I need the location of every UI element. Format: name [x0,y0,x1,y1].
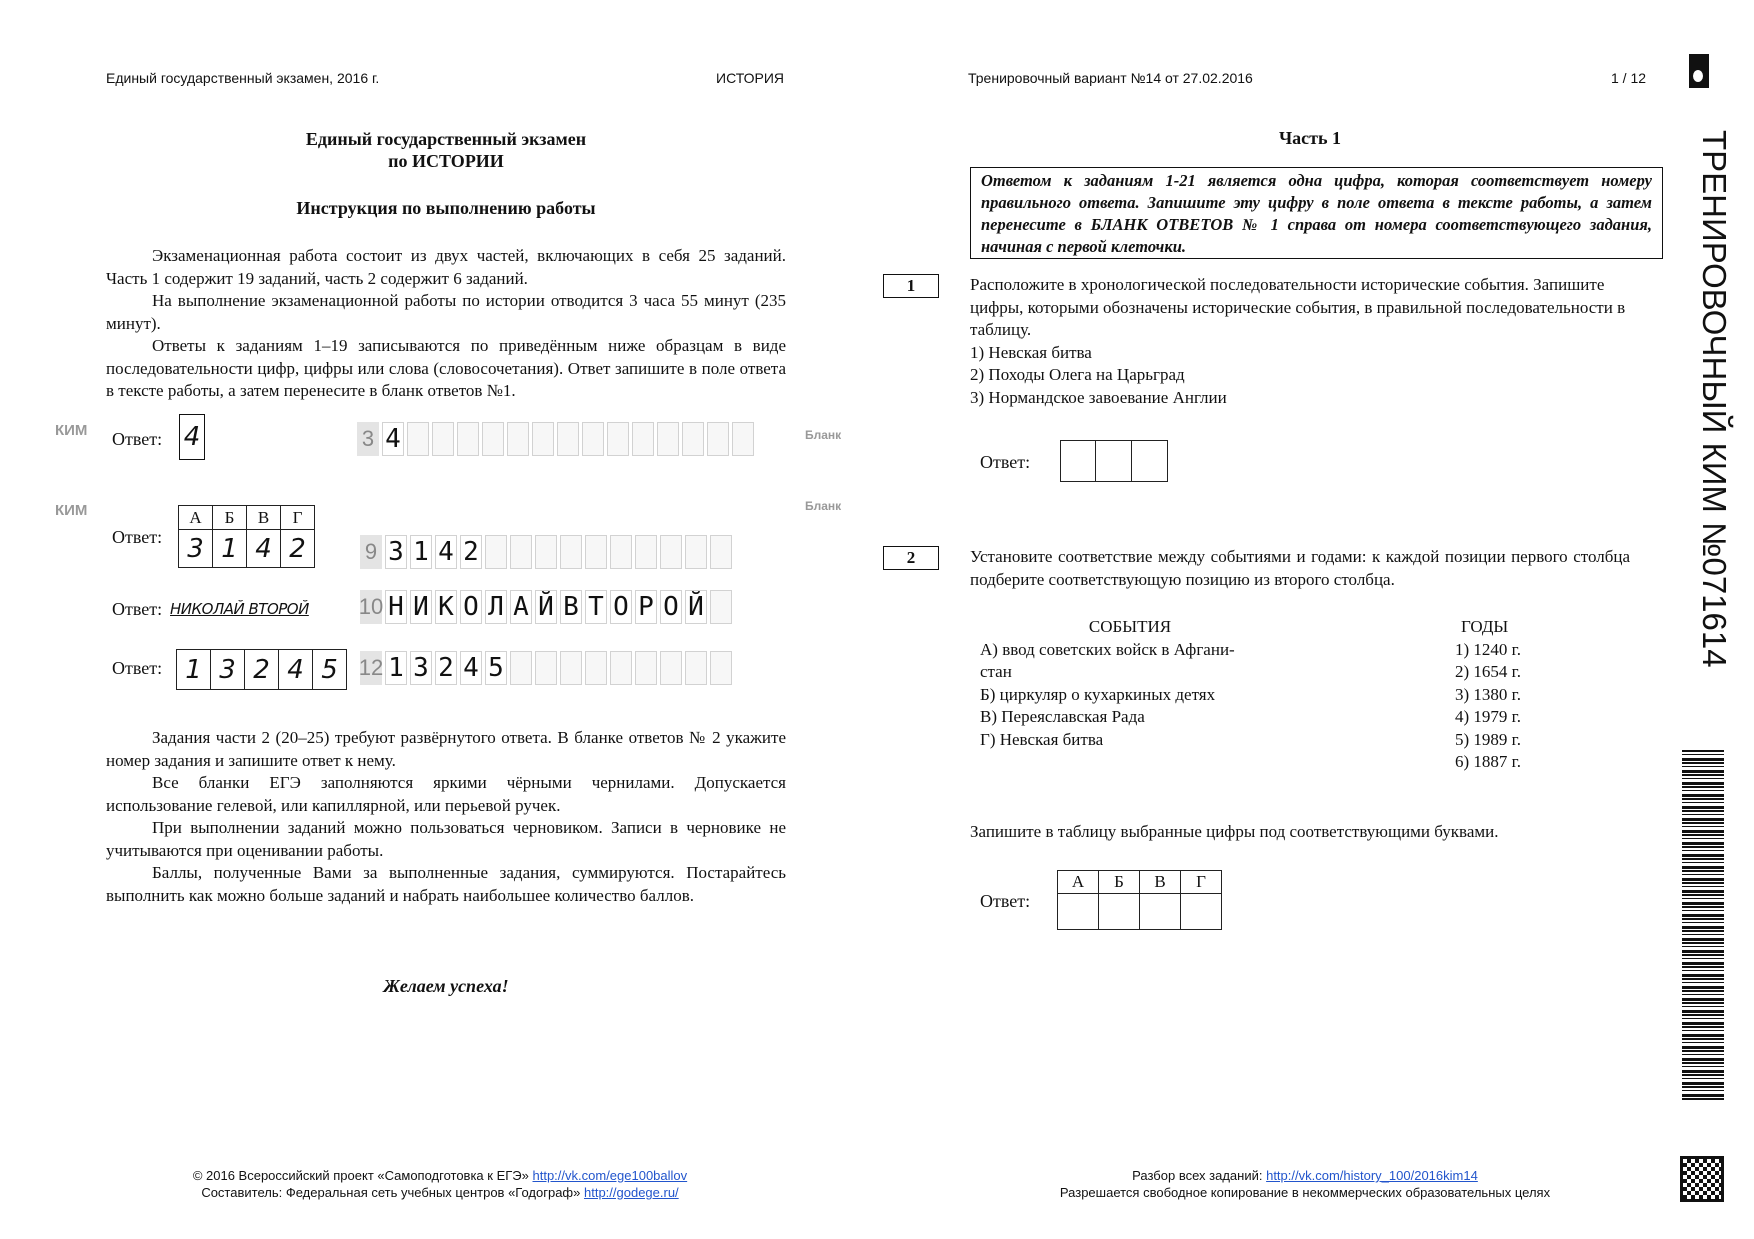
answer-cell[interactable] [1099,894,1140,930]
table-value-cell: 3 [211,650,245,690]
form-cell [585,651,607,685]
form-cell [535,535,557,569]
event-item: Б) циркуляр о кухаркиных детях [980,684,1216,704]
form-cell [485,535,507,569]
table-header-cell: А [1058,871,1099,894]
year-item: 3) 1380 г. [1455,684,1521,704]
table-header-cell: Г [281,506,315,530]
year-item: 2) 1654 г. [1455,662,1521,681]
events-column [980,616,1280,751]
header-center: ИСТОРИЯ [716,70,785,86]
form-cell [632,422,654,456]
form-cell: Л [485,590,507,624]
form-cell: Й [535,590,557,624]
instruction-text [106,245,786,403]
paragraph-2: На выполнение экзаменационной работы по истории отводится 3 часа 55 минут (235 минут). [106,291,786,333]
form-cell: Т [585,590,607,624]
answer-cell[interactable] [1181,894,1222,930]
title-line-1: Единый государственный экзамен [305,129,587,149]
form-cell [707,422,729,456]
form-cell [710,535,732,569]
answer-label: Ответ: [112,429,163,449]
form-cell: 3 [385,535,407,569]
form-cell [585,535,607,569]
answer-cell[interactable] [1058,894,1099,930]
table-value-cell: 2 [281,530,315,568]
form-cell: Н [385,590,407,624]
form-cell [535,651,557,685]
form-cell [557,422,579,456]
form-cell [560,535,582,569]
task-2-instruction: Запишите в таблицу выбранные цифры под соответствующими буквами. [970,822,1499,841]
vertical-title: ТРЕНИРОВОЧНЫЙ КИМ №071614 [1696,130,1733,668]
form-cell [660,651,682,685]
footer-analysis: Разбор всех заданий: [1132,1168,1263,1183]
form-cell [607,422,629,456]
example-form-row-3 [360,588,735,626]
form-cell [457,422,479,456]
task-2-text: Установите соответствие между событиями и годами: к каждой позиции первого столбца подберите соответствующую позицию из второго столбца. [970,547,1630,589]
form-cell: О [460,590,482,624]
task-1-text: Расположите в хронологической последовательности исторические события. Запишите цифры, которыми обозначены исторические события, в правильной последовательности в таблицу. [970,275,1626,339]
answer-label: Ответ: [980,452,1031,472]
form-cell [560,651,582,685]
form-cell [685,651,707,685]
answer-label: Ответ: [980,891,1031,911]
example-form-row-4 [360,649,735,687]
table-header-cell: Б [213,506,247,530]
form-cell [635,651,657,685]
form-cell [635,535,657,569]
answer-label: Ответ: [112,658,163,678]
form-cell [657,422,679,456]
event-item: А) ввод советских войск в Афгани- [980,639,1235,659]
form-cell: Р [635,590,657,624]
form-cell [710,651,732,685]
paragraph-6: При выполнении заданий можно пользоваться черновиком. Записи в черновике не учитываются при оценивании работы. [106,818,786,860]
header-right: Тренировочный вариант №14 от 27.02.2016 [968,70,1253,86]
form-cell: А [510,590,532,624]
form-cell: 1 [385,651,407,685]
task-number-box: 1 [883,274,939,298]
header-left: Единый государственный экзамен, 2016 г. [106,70,380,86]
instruction-text-2 [106,727,786,907]
form-task-number: 3 [357,422,379,456]
footer-license: Разрешается свободное копирование в некоммерческих образовательных целях [1059,1185,1551,1200]
table-header-cell: Г [1181,871,1222,894]
page-title [106,128,786,172]
example-abvg-table [178,505,315,568]
event-item: стан [980,662,1012,681]
corner-marker-icon [1689,54,1709,88]
table-header-cell: В [1140,871,1181,894]
form-cell [685,535,707,569]
answer-label: Ответ: [112,599,163,619]
form-cell: В [560,590,582,624]
form-task-number: 10 [360,590,382,624]
qr-code-icon [1680,1156,1724,1202]
table-value-cell: 3 [179,530,213,568]
task-1-item: 3) Нормандское завоевание Англии [970,387,1227,407]
table-value-cell: 1 [213,530,247,568]
form-cell: 4 [435,535,457,569]
page-number: 1 / 12 [1611,70,1647,86]
form-cell: О [610,590,632,624]
events-title: СОБЫТИЯ [1088,617,1172,636]
form-cell [732,422,754,456]
blank-label: Бланк [805,428,842,442]
paragraph-7: Баллы, полученные Вами за выполненные задания, суммируются. Постарайтесь выполнить как можно больше заданий и набрать наибольшее количество баллов. [106,863,786,905]
form-cell: 2 [460,535,482,569]
answer-cell[interactable] [1096,440,1132,482]
blank-label: Бланк [805,499,842,513]
task-2-answer-table[interactable] [1057,870,1222,930]
example-answer-box: 4 [179,414,205,460]
example-form-row-1 [357,420,757,458]
answer-cell[interactable] [1140,894,1181,930]
footer-left [140,1167,740,1201]
table-value-cell: 5 [313,650,347,690]
form-cell [510,651,532,685]
form-cell [582,422,604,456]
footer-copyright: © 2016 Всероссийский проект «Самоподготовка к ЕГЭ» [192,1168,529,1183]
form-cell: 1 [410,535,432,569]
form-cell [507,422,529,456]
year-item: 1) 1240 г. [1455,639,1521,659]
table-header-cell: Б [1099,871,1140,894]
paragraph-3: Ответы к заданиям 1–19 записываются по приведённым ниже образцам в виде последовательности цифр, цифры или слова (словосочетания). Ответ запишите в поле ответа в тексте работы, а затем перенесите в бланк ответов №1. [106,336,786,400]
years-column [1455,616,1555,774]
barcode-icon [1682,750,1724,1102]
event-item: Г) Невская битва [980,729,1104,749]
part-title: Часть 1 [1278,128,1342,148]
form-cell: О [660,590,682,624]
year-item: 5) 1989 г. [1455,729,1521,749]
table-value-cell: 2 [245,650,279,690]
form-cell: Й [685,590,707,624]
form-cell [407,422,429,456]
form-cell: 5 [485,651,507,685]
answer-cell[interactable] [1132,440,1168,482]
footer-right [1000,1167,1610,1201]
table-value-cell: 1 [177,650,211,690]
instruction-title: Инструкция по выполнению работы [296,198,596,218]
form-cell [432,422,454,456]
table-value-cell: 4 [247,530,281,568]
years-title: ГОДЫ [1461,617,1509,636]
kim-label: КИМ [55,422,88,439]
notice-box: Ответом к заданиям 1-21 является одна цифра, которая соответствует номеру правильного ответа. Запишите эту цифру в поле ответа в тексте работы, а затем перенесите в БЛАНК ОТВЕТОВ № 1 справа от номера соответствующего задания, начиная с первой клеточки. [970,167,1663,259]
footer-link-vk[interactable]: http://vk.com/ege100ballov [532,1168,688,1183]
footer-author: Составитель: Федеральная сеть учебных центров «Годограф» [201,1185,581,1200]
table-value-cell: 4 [279,650,313,690]
form-cell: 4 [382,422,404,456]
form-cell: К [435,590,457,624]
task-1 [970,274,1630,409]
task-1-item: 2) Походы Олега на Царьград [970,365,1185,384]
footer-link-godege[interactable]: http://godege.ru/ [583,1185,679,1200]
answer-cell[interactable] [1060,440,1096,482]
form-cell: 4 [460,651,482,685]
example-form-row-2 [360,533,735,571]
form-cell: 3 [410,651,432,685]
paragraph-5: Все бланки ЕГЭ заполняются яркими чёрными чернилами. Допускается использование гелевой, или капиллярной, или перьевой ручек. [106,773,786,815]
form-cell: И [410,590,432,624]
vertical-title-wrap [1694,130,1734,710]
form-cell [510,535,532,569]
form-cell [610,535,632,569]
form-cell [610,651,632,685]
year-item: 6) 1887 г. [1455,752,1521,771]
footer-link-analysis[interactable]: http://vk.com/history_100/2016kim14 [1266,1168,1478,1183]
table-header-cell: А [179,506,213,530]
form-cell [682,422,704,456]
example-handwritten-answer: НИКОЛАЙ ВТОРОЙ [170,600,309,618]
task-number-box: 2 [883,546,939,570]
form-cell [482,422,504,456]
title-line-2: по ИСТОРИИ [388,151,504,171]
form-cell [710,590,732,624]
table-header-cell: В [247,506,281,530]
wish-text: Желаем успеха! [383,976,509,996]
paragraph-4: Задания части 2 (20–25) требуют развёрнутого ответа. В бланке ответов № 2 укажите номер задания и запишите ответ к нему. [106,728,786,770]
form-task-number: 9 [360,535,382,569]
form-cell: 2 [435,651,457,685]
form-cell [660,535,682,569]
answer-label: Ответ: [112,527,163,547]
kim-label: КИМ [55,502,88,519]
year-item: 4) 1979 г. [1455,707,1521,726]
paragraph-1: Экзаменационная работа состоит из двух частей, включающих в себя 25 заданий. Часть 1 содержит 19 заданий, часть 2 содержит 6 заданий. [106,246,786,288]
example-sequence-table [176,649,347,690]
form-task-number: 12 [360,651,382,685]
task-1-answer-field[interactable] [1060,440,1168,482]
form-cell [532,422,554,456]
task-1-item: 1) Невская битва [970,342,1092,362]
event-item: В) Переяславская Рада [980,707,1145,726]
